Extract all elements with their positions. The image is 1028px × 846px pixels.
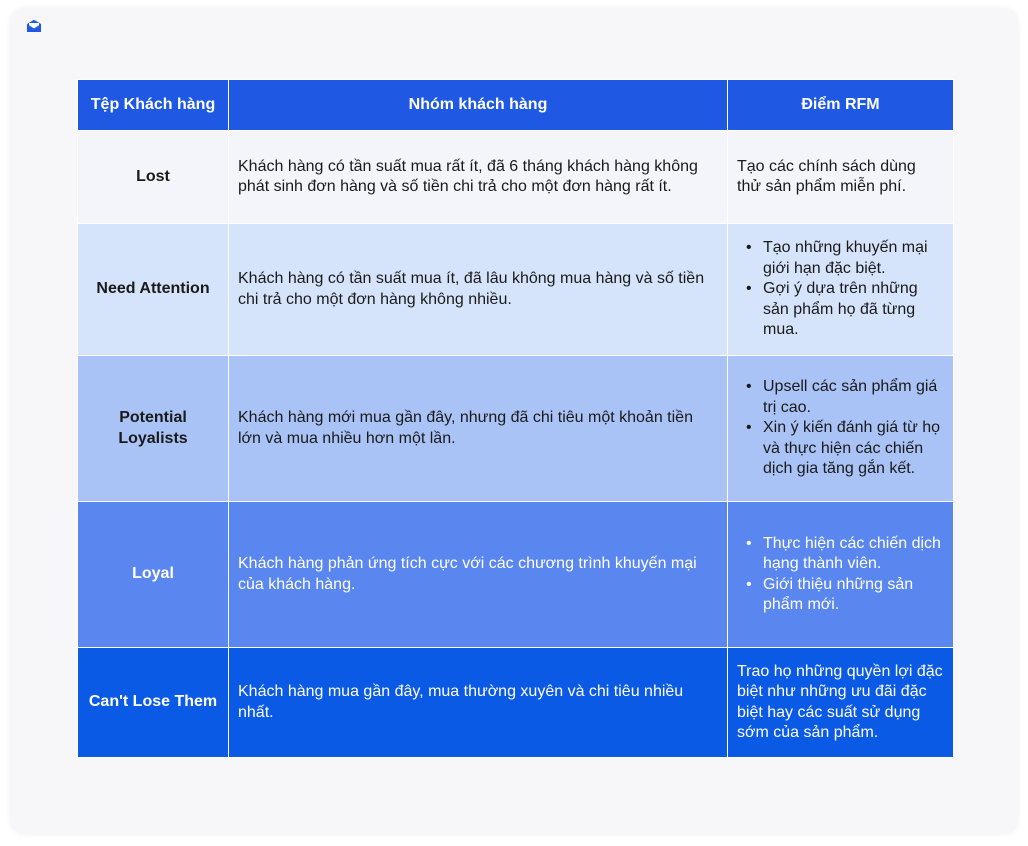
segment-cell: Lost	[78, 131, 229, 224]
action-text: Trao họ những quyền lợi đặc biệt như những ưu đãi đặc biệt hay các suất sử dụng sớm của sản phẩm.	[737, 662, 943, 741]
action-item: • Upsell các sản phẩm giá trị cao.	[763, 377, 944, 418]
action-cell	[728, 502, 954, 648]
action-list	[737, 377, 944, 480]
segment-cell: Potential Loyalists	[78, 356, 229, 502]
action-item: • Giới thiệu những sản phẩm mới.	[763, 575, 944, 616]
table-row	[78, 131, 954, 224]
action-item: • Xin ý kiến đánh giá từ họ và thực hiện các chiến dịch gia tăng gắn kết.	[763, 418, 944, 480]
action-text: Tạo các chính sách dùng thử sản phẩm miễn phí.	[737, 157, 916, 195]
action-cell	[728, 131, 954, 224]
table-row	[78, 224, 954, 356]
table-row	[78, 356, 954, 502]
description-cell: Khách hàng mới mua gần đây, nhưng đã chi tiêu một khoản tiền lớn và mua nhiều hơn một lần.	[229, 356, 728, 502]
action-cell	[728, 648, 954, 758]
description-cell: Khách hàng mua gần đây, mua thường xuyên và chi tiêu nhiều nhất.	[229, 648, 728, 758]
header-customer-group: Nhóm khách hàng	[229, 80, 728, 131]
description-cell: Khách hàng có tần suất mua ít, đã lâu không mua hàng và số tiền chi trả cho một đơn hàng không nhiều.	[229, 224, 728, 356]
table-header-row	[78, 80, 954, 131]
mail-icon	[26, 19, 42, 33]
action-cell	[728, 356, 954, 502]
action-item: • Thực hiện các chiến dịch hạng thành viên.	[763, 534, 944, 575]
rfm-table	[77, 79, 954, 758]
action-item: • Gợi ý dựa trên những sản phẩm họ đã từng mua.	[763, 279, 944, 341]
action-list	[737, 534, 944, 616]
table-row	[78, 502, 954, 648]
header-rfm-score: Điểm RFM	[728, 80, 954, 131]
segment-cell: Loyal	[78, 502, 229, 648]
header-segment: Tệp Khách hàng	[78, 80, 229, 131]
description-cell: Khách hàng có tần suất mua rất ít, đã 6 tháng khách hàng không phát sinh đơn hàng và số tiền chi trả cho một đơn hàng rất ít.	[229, 131, 728, 224]
table-row	[78, 648, 954, 758]
segment-cell: Need Attention	[78, 224, 229, 356]
description-cell: Khách hàng phản ứng tích cực với các chương trình khuyến mại của khách hàng.	[229, 502, 728, 648]
action-cell	[728, 224, 954, 356]
action-item: • Tạo những khuyến mại giới hạn đặc biệt.	[763, 238, 944, 279]
segment-cell: Can't Lose Them	[78, 648, 229, 758]
action-list	[737, 238, 944, 341]
